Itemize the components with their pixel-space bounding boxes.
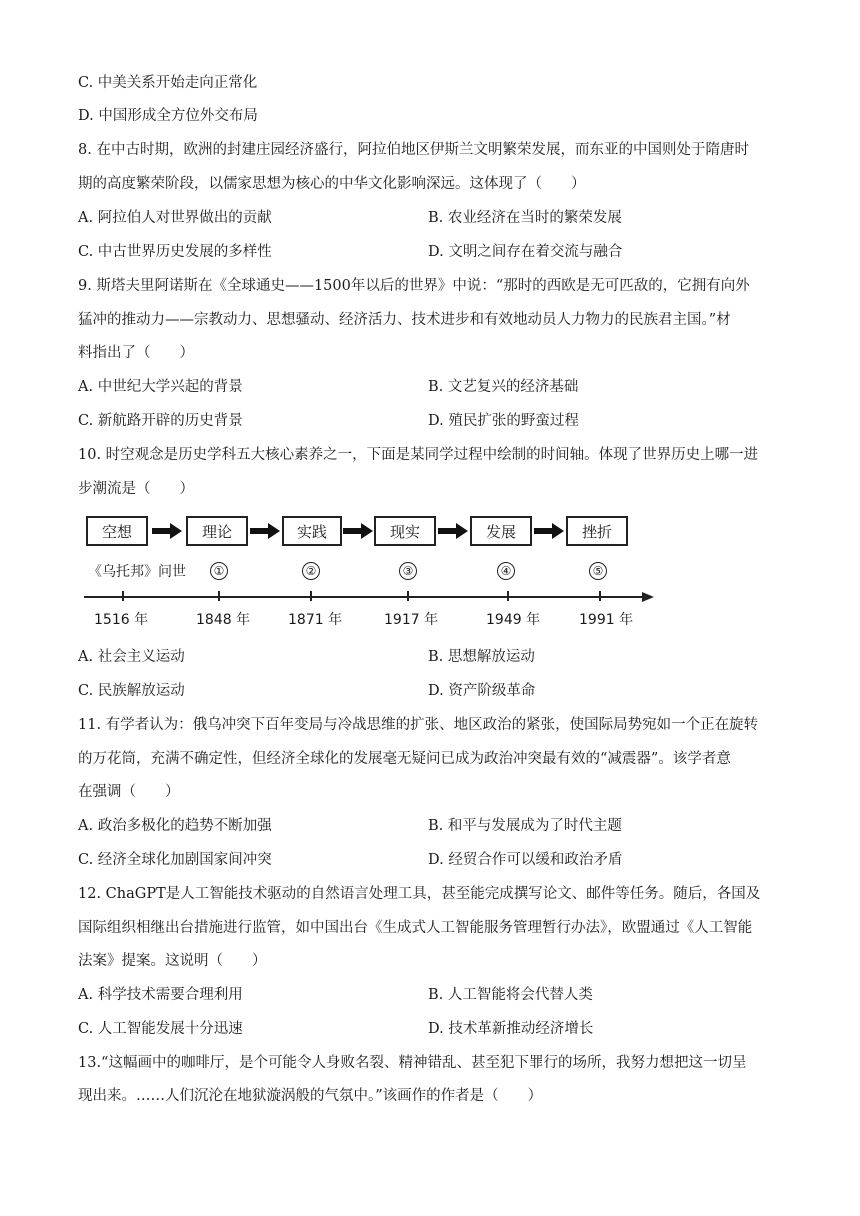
arrow-right-icon bbox=[438, 522, 468, 540]
question-10-line1: 10. 时空观念是历史学科五大核心素养之一，下面是某同学过程中绘制的时间轴。体现了世界历史上哪一进 bbox=[78, 447, 759, 463]
question-13-line1: 13.“这幅画中的咖啡厅，是个可能令人身败名裂、精神错乱、甚至犯下罪行的场所，我努力想把这一切呈 bbox=[78, 1055, 747, 1071]
q10-option-c: C. 民族解放运动 bbox=[78, 683, 185, 699]
stage-box-2: 理论 bbox=[186, 516, 248, 546]
q11-option-c: C. 经济全球化加剧国家间冲突 bbox=[78, 852, 272, 868]
tick-1949 bbox=[507, 591, 509, 601]
arrow-right-icon bbox=[250, 522, 280, 540]
marker-3: ③ bbox=[399, 562, 417, 580]
q8-option-d: D. 文明之间存在着交流与融合 bbox=[428, 244, 623, 260]
marker-1: ① bbox=[210, 562, 228, 580]
tick-1871 bbox=[310, 591, 312, 601]
question-10-line2: 步潮流是（ ） bbox=[78, 481, 194, 497]
question-11-line3: 在强调（ ） bbox=[78, 784, 180, 800]
q8-option-b: B. 农业经济在当时的繁荣发展 bbox=[428, 210, 622, 226]
q11-option-a: A. 政治多极化的趋势不断加强 bbox=[78, 818, 272, 834]
arrow-right-icon bbox=[534, 522, 564, 540]
q11-option-b: B. 和平与发展成为了时代主题 bbox=[428, 818, 622, 834]
q9-option-a: A. 中世纪大学兴起的背景 bbox=[78, 379, 243, 395]
question-8-line2: 期的高度繁荣阶段，以儒家思想为核心的中华文化影响深远。这体现了（ ） bbox=[78, 176, 586, 192]
timeline-start-label: 《乌托邦》问世 bbox=[88, 564, 186, 580]
tick-1516 bbox=[122, 591, 124, 601]
year-label: 1991 年 bbox=[579, 612, 634, 628]
q10-option-d: D. 资产阶级革命 bbox=[428, 683, 536, 699]
marker-4: ④ bbox=[497, 562, 515, 580]
q11-option-d: D. 经贸合作可以缓和政治矛盾 bbox=[428, 852, 623, 868]
question-12-line3: 法案》提案。这说明（ ） bbox=[78, 953, 267, 969]
question-12-line2: 国际组织相继出台措施进行监管，如中国出台《生成式人工智能服务管理暂行办法》，欧盟通过《人工智能 bbox=[78, 920, 753, 936]
question-9-line3: 料指出了（ ） bbox=[78, 345, 194, 361]
q9-option-c: C. 新航路开辟的历史背景 bbox=[78, 413, 243, 429]
marker-2: ② bbox=[302, 562, 320, 580]
year-label: 1949 年 bbox=[486, 612, 541, 628]
q12-option-c: C. 人工智能发展十分迅速 bbox=[78, 1021, 243, 1037]
marker-5: ⑤ bbox=[589, 562, 607, 580]
question-11-line1: 11. 有学者认为：俄乌冲突下百年变局与冷战思维的扩张、地区政治的紧张，使国际局势宛如一个正在旋转 bbox=[78, 717, 759, 733]
stage-box-6: 挫折 bbox=[566, 516, 628, 546]
q12-option-a: A. 科学技术需要合理利用 bbox=[78, 987, 243, 1003]
arrow-right-icon bbox=[152, 522, 182, 540]
q8-option-a: A. 阿拉伯人对世界做出的贡献 bbox=[78, 210, 272, 226]
stage-box-1: 空想 bbox=[86, 516, 148, 546]
question-13-line2: 现出来。……人们沉沦在地狱漩涡般的气氛中。”该画作的作者是（ ） bbox=[78, 1088, 543, 1104]
q9-option-b: B. 文艺复兴的经济基础 bbox=[428, 379, 579, 395]
arrow-right-icon bbox=[343, 522, 373, 540]
q8-option-c: C. 中古世界历史发展的多样性 bbox=[78, 244, 272, 260]
timeline-axis bbox=[84, 590, 656, 604]
stage-box-3: 实践 bbox=[282, 516, 342, 546]
q10-option-a: A. 社会主义运动 bbox=[78, 649, 185, 665]
q12-option-b: B. 人工智能将会代替人类 bbox=[428, 987, 593, 1003]
q10-option-b: B. 思想解放运动 bbox=[428, 649, 535, 665]
tick-1917 bbox=[407, 591, 409, 601]
question-12-line1: 12. ChaGPT是人工智能技术驱动的自然语言处理工具，甚至能完成撰写论文、邮件等任务。随后，各国及 bbox=[78, 886, 761, 902]
question-9-line2: 猛冲的推动力——宗教动力、思想骚动、经济活力、技术进步和有效地动员人力物力的民族君主国。”材 bbox=[78, 312, 731, 328]
question-8-line1: 8. 在中古时期，欧洲的封建庄园经济盛行，阿拉伯地区伊斯兰文明繁荣发展，而东亚的中国则处于隋唐时 bbox=[78, 142, 749, 158]
option-c-q7: C. 中美关系开始走向正常化 bbox=[78, 75, 258, 91]
stage-box-5: 发展 bbox=[470, 516, 532, 546]
year-label: 1917 年 bbox=[384, 612, 439, 628]
year-label: 1516 年 bbox=[94, 612, 149, 628]
year-label: 1871 年 bbox=[288, 612, 343, 628]
tick-1991 bbox=[599, 591, 601, 601]
option-d-q7: D. 中国形成全方位外交布局 bbox=[78, 108, 258, 124]
year-label: 1848 年 bbox=[196, 612, 251, 628]
tick-1848 bbox=[218, 591, 220, 601]
question-11-line2: 的万花筒，充满不确定性，但经济全球化的发展毫无疑问已成为政治冲突最有效的“减震器”。该学者意 bbox=[78, 751, 731, 767]
question-9-line1: 9. 斯塔夫里阿诺斯在《全球通史——1500年以后的世界》中说：“那时的西欧是无可匹敌的，它拥有向外 bbox=[78, 278, 750, 294]
stage-box-4: 现实 bbox=[374, 516, 436, 546]
q12-option-d: D. 技术革新推动经济增长 bbox=[428, 1021, 594, 1037]
q9-option-d: D. 殖民扩张的野蛮过程 bbox=[428, 413, 579, 429]
